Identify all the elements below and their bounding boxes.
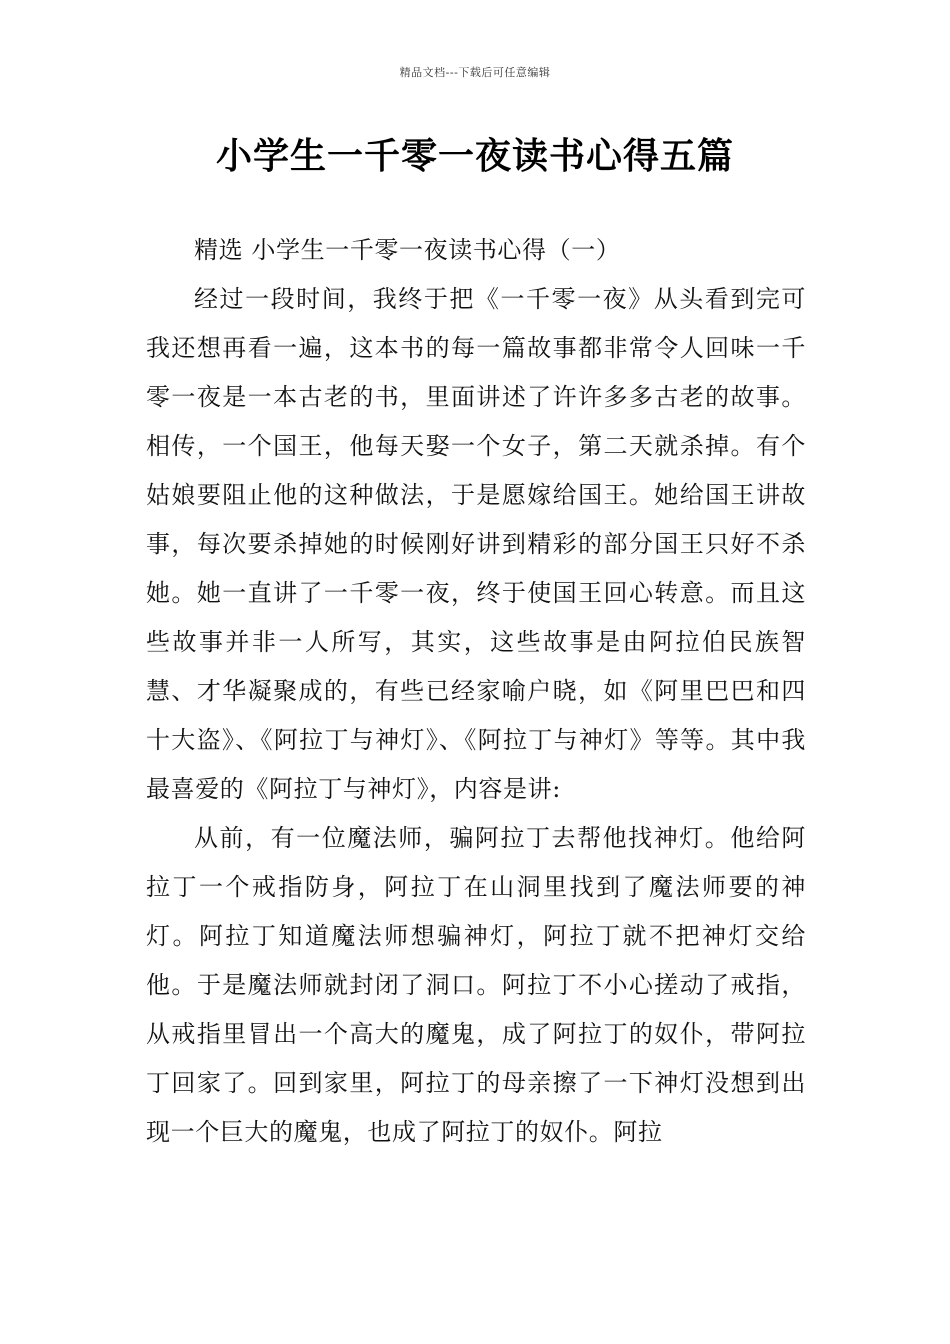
document-body [146,226,806,1157]
paragraph: 从前，有一位魔法师，骗阿拉丁去帮他找神灯。他给阿拉丁一个戒指防身，阿拉丁在山洞里找到了魔法师要的神灯。阿拉丁知道魔法师想骗神灯，阿拉丁就不把神灯交给他。于是魔法师就封闭了洞口。阿拉丁不小心搓动了戒指，从戒指里冒出一个高大的魔鬼，成了阿拉丁的奴仆，带阿拉丁回家了。回到家里，阿拉丁的母亲擦了一下神灯没想到出现一个巨大的魔鬼，也成了阿拉丁的奴仆。阿拉 [146,824,806,1146]
header-note: 精品文档---下载后可任意编辑 [399,66,551,79]
section-heading: 精选 小学生一千零一夜读书心得（一） [194,236,621,264]
paragraph: 经过一段时间，我终于把《一千零一夜》从头看到完可我还想再看一遍，这本书的每一篇故事都非常令人回味一千零一夜是一本古老的书，里面讲述了许许多多古老的故事。相传，一个国王，他每天娶一个女子，第二天就杀掉。有个姑娘要阻止他的这种做法，于是愿嫁给国王。她给国王讲故事，每次要杀掉她的时候刚好讲到精彩的部分国王只好不杀她。她一直讲了一千零一夜，终于使国王回心转意。而且这些故事并非一人所写，其实，这些故事是由阿拉伯民族智慧、才华凝聚成的，有些已经家喻户晓，如《阿里巴巴和四十大盗》、《阿拉丁与神灯》、《阿拉丁与神灯》等等。其中我最喜爱的《阿拉丁与神灯》，内容是讲: [146,285,806,803]
document-title: 小学生一千零一夜读书心得五篇 [215,136,734,177]
